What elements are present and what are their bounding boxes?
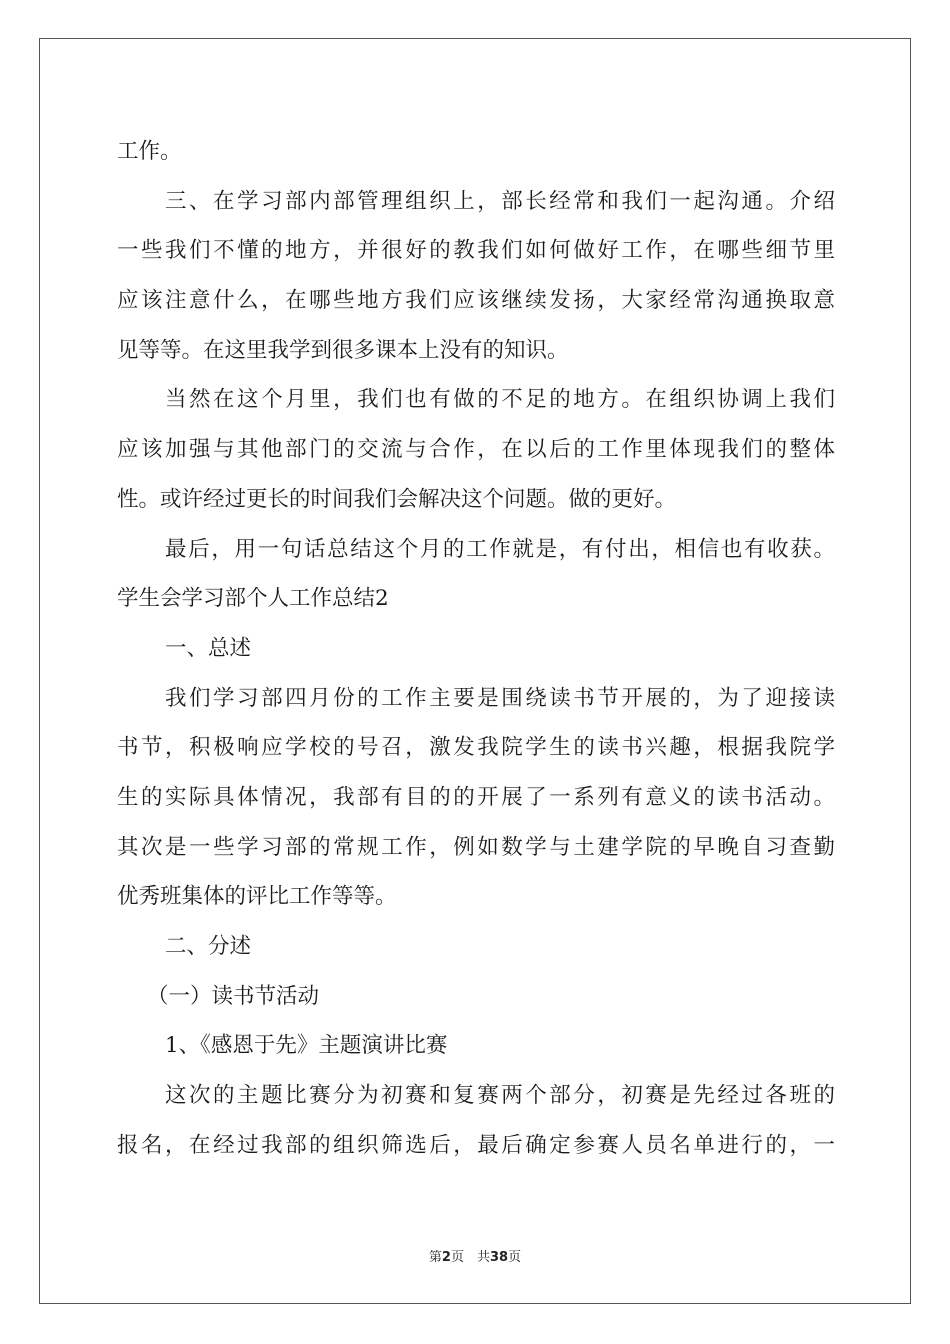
paragraph-line: 这次的主题比赛分为初赛和复赛两个部分，初赛是先经过各班的 <box>165 1083 835 1109</box>
paragraph-line: 我们学习部四月份的工作主要是围绕读书节开展的，为了迎接读 <box>165 685 835 711</box>
paragraph-line: 生的实际具体情况，我部有目的的开展了一系列有意义的读书活动。 <box>117 784 835 810</box>
paragraph-line: 性。或许经过更长的时间我们会解决这个问题。做的更好。 <box>117 486 677 512</box>
paragraph-line: 工作。 <box>117 139 182 164</box>
paragraph-line: 其次是一些学习部的常规工作，例如数学与土建学院的早晚自习查勤 <box>117 834 835 860</box>
footer-mid: 页 共 <box>450 1250 490 1265</box>
paragraph-line: 见等等。在这里我学到很多课本上没有的知识。 <box>117 337 569 363</box>
paragraph-line: 最后，用一句话总结这个月的工作就是，有付出，相信也有收获。 <box>165 536 835 562</box>
heading-speech-contest: 1、《感恩于先》主题演讲比赛 <box>165 1033 448 1059</box>
paragraph-line: 应该加强与其他部门的交流与合作，在以后的工作里体现我们的整体 <box>117 437 835 463</box>
heading-overview: 一、总述 <box>165 635 252 661</box>
paragraph-line: 当然在这个月里，我们也有做的不足的地方。在组织协调上我们 <box>165 387 835 413</box>
paragraph-line: 优秀班集体的评比工作等等。 <box>117 884 397 910</box>
paragraph-line: 三、在学习部内部管理组织上，部长经常和我们一起沟通。介绍 <box>165 188 835 214</box>
paragraph-line: 书节，积极响应学校的号召，激发我院学生的读书兴趣，根据我院学 <box>117 735 835 761</box>
heading-reading-festival: （一）读书节活动 <box>147 983 320 1009</box>
paragraph-line: 应该注意什么，在哪些地方我们应该继续发扬，大家经常沟通换取意 <box>117 288 835 314</box>
document-body <box>117 127 835 1170</box>
footer-suffix: 页 <box>508 1250 522 1265</box>
section-title: 学生会学习部个人工作总结2 <box>117 586 389 612</box>
heading-details: 二、分述 <box>165 934 252 959</box>
footer-prefix: 第 <box>428 1250 442 1265</box>
paragraph-line: 一些我们不懂的地方，并很好的教我们如何做好工作，在哪些细节里 <box>117 238 835 264</box>
page-footer <box>0 1246 950 1265</box>
total-page-count: 38 <box>489 1250 509 1265</box>
paragraph-line: 报名，在经过我部的组织筛选后，最后确定参赛人员名单进行的，一 <box>117 1132 835 1158</box>
current-page-number: 2 <box>441 1250 451 1265</box>
